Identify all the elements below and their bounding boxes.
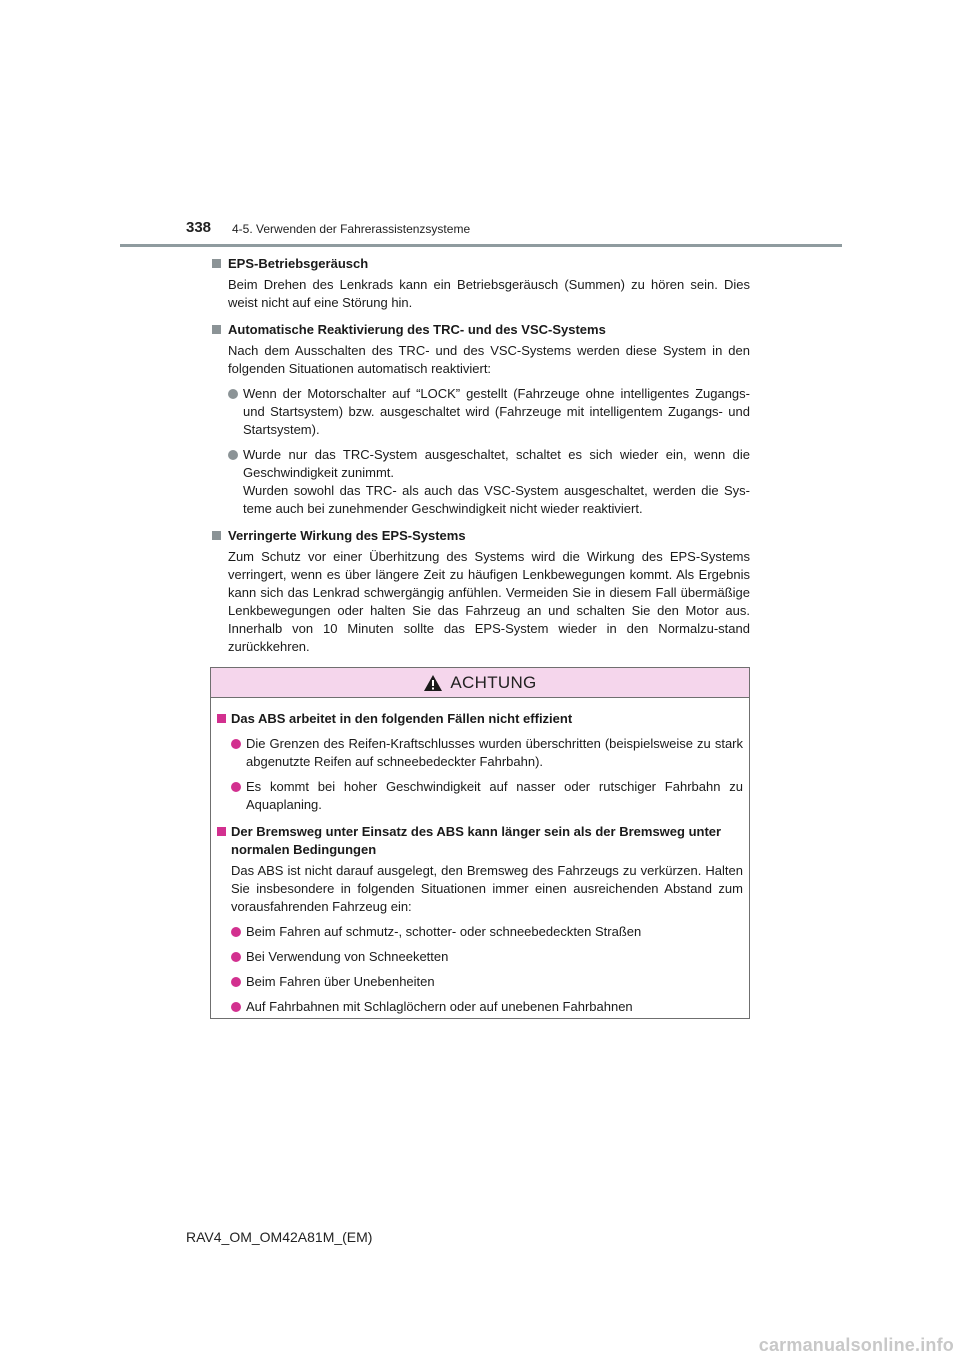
- section-paragraph: Beim Drehen des Lenkrads kann ein Betriebsgeräusch (Summen) zu hören sein. Dies weist nicht auf eine Störung hin.: [228, 277, 750, 310]
- main-content: [210, 255, 750, 665]
- list-item: Wenn der Motorschalter auf “LOCK” gestellt (Fahrzeuge ohne intelligentes Zugangs- und Startsystem) bzw. ausgeschaltet wird (Fahrzeuge mit intelligentem Zugangs- und Startsystem).: [228, 385, 750, 439]
- footer-model-code: RAV4_OM_OM42A81M_(EM): [186, 1229, 373, 1245]
- round-bullet-icon: [231, 927, 241, 937]
- list-item: Beim Fahren auf schmutz-, schotter- oder schneebedeckten Straßen: [231, 923, 743, 941]
- square-bullet-icon: [212, 325, 221, 334]
- section-trc-vsc-reactivation: [210, 321, 750, 518]
- page-number: 338: [186, 219, 212, 236]
- section-paragraph: Zum Schutz vor einer Überhitzung des Systems wird die Wirkung des EPS-Systems verringert, wenn es über längere Zeit zu häufigen Lenkbewegungen kommt. Als Ergebnis kann sich das Lenkrad schwergängig anfühlen. Vermeiden Sie in diesem Fall übermäßige Lenkbewegungen oder halten Sie das Fahrzeug an und schalten Sie den Motor aus. Innerhalb von 10 Minuten sollte das EPS-System wieder in den Normalzu-stand zurückkehren.: [228, 549, 750, 654]
- round-bullet-icon: [228, 389, 238, 399]
- square-bullet-icon: [212, 531, 221, 540]
- warning-title: ACHTUNG: [450, 672, 537, 692]
- section-heading: Automatische Reaktivierung des TRC- und des VSC-Systems: [210, 321, 750, 339]
- square-bullet-icon: [212, 259, 221, 268]
- warning-triangle-icon: [423, 674, 443, 692]
- warning-heading: Der Bremsweg unter Einsatz des ABS kann länger sein als der Bremsweg unter normalen Bedingungen: [217, 823, 743, 859]
- round-bullet-icon: [231, 1002, 241, 1012]
- round-bullet-icon: [231, 977, 241, 987]
- round-bullet-icon: [228, 450, 238, 460]
- list-item: Die Grenzen des Reifen-Kraftschlusses wurden überschritten (beispielsweise zu stark abgenutzte Reifen auf schneebedeckter Fahrbahn).: [231, 735, 743, 771]
- square-bullet-icon: [217, 827, 226, 836]
- round-bullet-icon: [231, 782, 241, 792]
- warning-paragraph: Das ABS ist nicht darauf ausgelegt, den Bremsweg des Fahrzeugs zu verkürzen. Halten Sie insbesondere in folgenden Situationen immer einen ausreichenden Abstand zum vorausfahrenden Fahrzeug ein:: [231, 863, 743, 914]
- section-eps-noise: [210, 255, 750, 312]
- section-eps-reduced: [210, 527, 750, 656]
- warning-section-abs: [217, 710, 743, 814]
- warning-body: [211, 698, 749, 1016]
- watermark: carmanualsonline.info: [758, 1335, 954, 1355]
- square-bullet-icon: [217, 714, 226, 723]
- list-item: Wurde nur das TRC-System ausgeschaltet, schaltet es sich wieder ein, wenn die Geschwindigkeit zunimmt. Wurden sowohl das TRC- als auch das VSC-System ausgeschaltet, werden die Sys-teme auch bei zunehmender Geschwindigkeit nicht wieder reaktiviert.: [228, 446, 750, 518]
- list-item: Bei Verwendung von Schneeketten: [231, 948, 743, 966]
- section-heading: EPS-Betriebsgeräusch: [210, 255, 750, 273]
- warning-header: [211, 668, 749, 698]
- warning-heading: Das ABS arbeitet in den folgenden Fällen nicht effizient: [217, 710, 743, 728]
- chapter-title: 4-5. Verwenden der Fahrerassistenzsysteme: [232, 222, 471, 236]
- warning-box: [210, 667, 750, 1019]
- list-item: Es kommt bei hoher Geschwindigkeit auf nasser oder rutschiger Fahrbahn zu Aquaplaning.: [231, 778, 743, 814]
- round-bullet-icon: [231, 739, 241, 749]
- section-paragraph: Nach dem Ausschalten des TRC- und des VSC-Systems werden diese System in den folgenden Situationen automatisch reaktiviert:: [228, 343, 750, 376]
- section-heading: Verringerte Wirkung des EPS-Systems: [210, 527, 750, 545]
- warning-section-braking-distance: [217, 823, 743, 1016]
- list-item: Auf Fahrbahnen mit Schlaglöchern oder auf unebenen Fahrbahnen: [231, 998, 743, 1016]
- list-item: Beim Fahren über Unebenheiten: [231, 973, 743, 991]
- header-rule: [120, 244, 842, 247]
- round-bullet-icon: [231, 952, 241, 962]
